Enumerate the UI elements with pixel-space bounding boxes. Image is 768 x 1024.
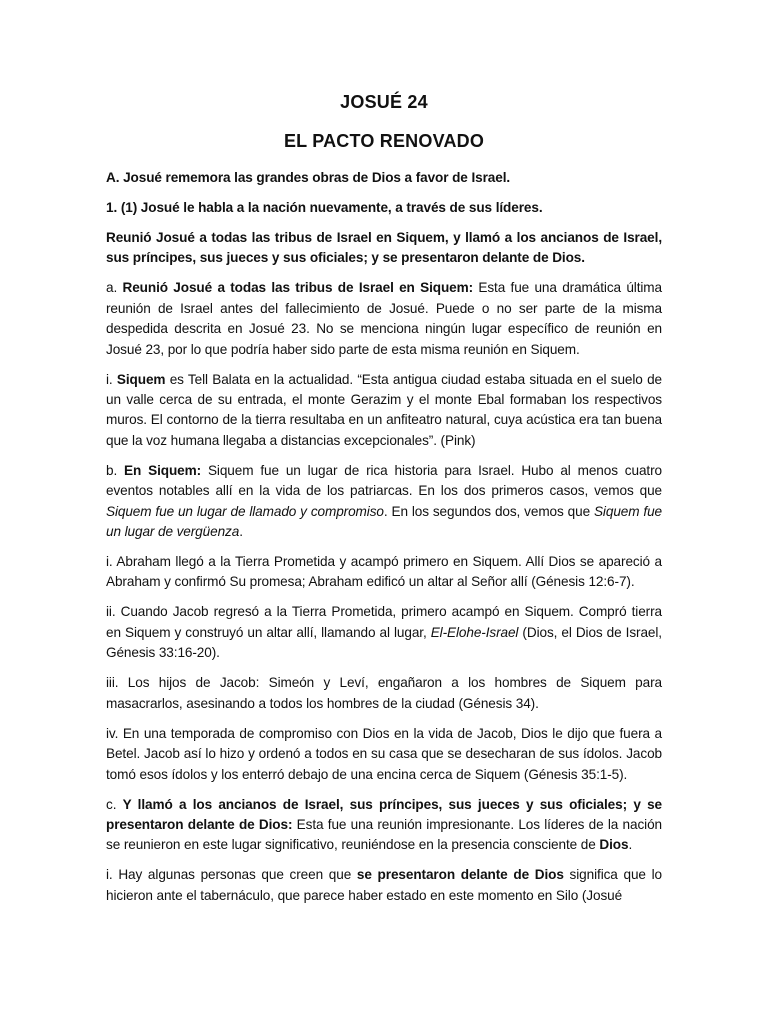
paragraph-b-text1: Siquem fue un lugar de rica historia para Israel. Hubo al menos cuatro eventos notables allí en la vida de los patriarcas. En los dos primeros casos, vemos que	[106, 462, 662, 499]
paragraph-c-i	[106, 865, 662, 906]
section-heading-a: A. Josué rememora las grandes obras de Dios a favor de Israel.	[106, 170, 511, 185]
paragraph-b-bold: En Siquem:	[124, 462, 202, 478]
paragraph-b-ii-text2: (Dios, el Dios de Israel, Génesis 33:16-20).	[106, 624, 662, 661]
paragraph-b-iii: iii. Los hijos de Jacob: Simeón y Leví, engañaron a los hombres de Siquem para masacrarlos, asesinando a todos los hombres de la ciudad (Génesis 34).	[106, 675, 662, 711]
paragraph-c-prefix: c.	[106, 796, 123, 812]
paragraph-a-i-text: es Tell Balata en la actualidad. “Esta antigua ciudad estaba situada en el suelo de un valle cerca de su entrada, el monte Gerazim y el monte Ebal formaban los respectivos muros. El contorno de la tierra resultaba en un anfiteatro natural, cuya acústica era tan buena que la voz humana llegaba a distancias excepcionales”. (Pink)	[106, 371, 662, 448]
paragraph-a-prefix: a.	[106, 280, 123, 296]
paragraph-a	[106, 278, 662, 360]
verse-text: Reunió Josué a todas las tribus de Israel en Siquem, y llamó a los ancianos de Israel, sus príncipes, sus jueces y sus oficiales; y se presentaron delante de Dios.	[106, 230, 662, 266]
paragraph-c-bold: Y llamó a los ancianos de Israel, sus príncipes, sus jueces y sus oficiales; y se presentaron delante de Dios:	[106, 796, 662, 832]
paragraph-b-ii-italic: El-Elohe-Israel	[430, 624, 519, 640]
paragraph-b-italic2: Siquem fue un lugar de vergüenza	[106, 503, 662, 540]
paragraph-c-bold2: Dios	[599, 837, 629, 853]
paragraph-c-i-bold: se presentaron delante de Dios	[356, 867, 564, 883]
document-title: JOSUÉ 24	[340, 92, 428, 112]
paragraph-a-i-bold: Siquem	[116, 371, 166, 387]
verse-heading: 1. (1) Josué le habla a la nación nuevamente, a través de sus líderes.	[106, 200, 543, 215]
paragraph-b-prefix: b.	[106, 462, 125, 478]
paragraph-b-ii	[106, 602, 662, 663]
paragraph-a-bold: Reunió Josué a todas las tribus de Israel en Siquem:	[122, 280, 474, 296]
paragraph-c-i-text1: i. Hay algunas personas que creen que	[106, 867, 357, 883]
paragraph-b-ii-text1: ii. Cuando Jacob regresó a la Tierra Prometida, primero acampó en Siquem. Compró tierra en Siquem y construyó un altar allí, llamando al lugar,	[106, 604, 662, 640]
paragraph-b	[106, 461, 662, 543]
paragraph-b-italic1: Siquem fue un lugar de llamado y compromiso	[106, 503, 384, 519]
paragraph-b-iv: iv. En una temporada de compromiso con Dios en la vida de Jacob, Dios le dijo que fuera a Betel. Jacob así lo hizo y ordenó a todos en su casa que se desecharan de sus ídolos. Jacob tomó esos ídolos y los enterró debajo de una encina cerca de Siquem (Génesis 35:1-5).	[106, 725, 662, 782]
paragraph-a-text: Esta fue una dramática última reunión de Israel antes del fallecimiento de Josué. Puede o no ser parte de la misma despedida descrita en Josué 23. No se menciona ningún lugar específico de reunión en Josué 23, por lo que podría haber sido parte de esta misma reunión en Siquem.	[106, 280, 662, 357]
paragraph-c	[106, 795, 662, 856]
paragraph-b-i: i. Abraham llegó a la Tierra Prometida y acampó primero en Siquem. Allí Dios se apareció a Abraham y confirmó Su promesa; Abraham edificó un altar al Señor allí (Génesis 12:6-7).	[106, 554, 662, 590]
paragraph-b-text2: . En los segundos dos, vemos que	[383, 503, 594, 519]
paragraph-a-i	[106, 370, 662, 452]
paragraph-b-text3: .	[239, 524, 243, 540]
paragraph-c-text2: .	[628, 837, 633, 853]
paragraph-c-i-text2: significa que lo hicieron ante el tabernáculo, que parece haber estado en este momento en Silo (Josué	[106, 867, 662, 903]
document-subtitle: EL PACTO RENOVADO	[283, 131, 485, 151]
paragraph-c-text: Esta fue una reunión impresionante. Los líderes de la nación se reunieron en este lugar significativo, reuniéndose en la presencia consciente de	[106, 816, 662, 853]
paragraph-a-i-prefix: i.	[106, 371, 117, 387]
